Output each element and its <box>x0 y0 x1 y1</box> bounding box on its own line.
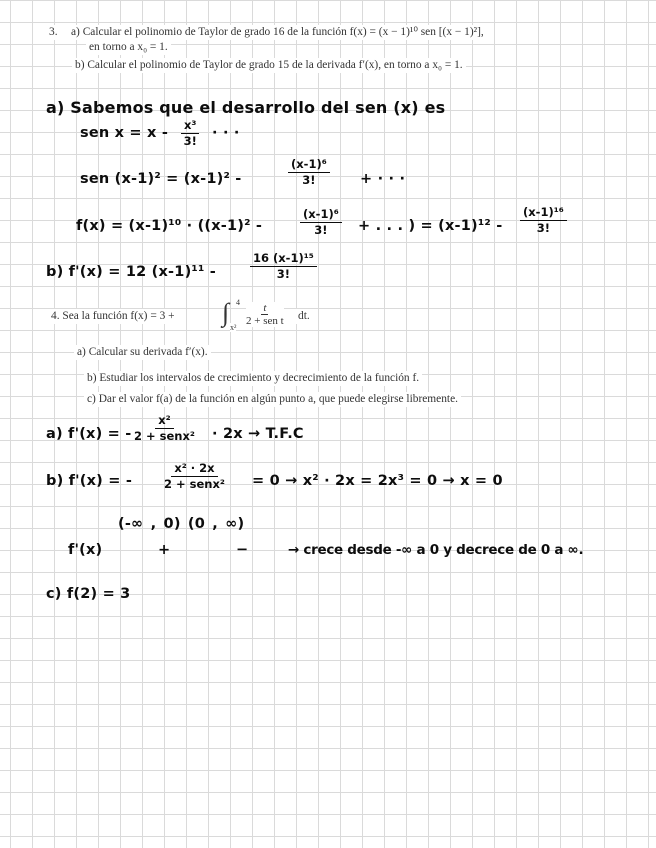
sol3-sen2-rest: + · · · <box>360 171 406 187</box>
sol4-b-fraction <box>164 462 225 491</box>
sol3-sen-lhs: sen x = x - <box>80 125 169 141</box>
sol3-sen-frac-den: 3! <box>183 134 197 148</box>
sol4-b-frac-den: 2 + senx² <box>164 477 225 491</box>
sol4-sign-label: f'(x) <box>68 542 103 558</box>
sol4-a-fraction <box>134 414 195 443</box>
sol3-f-fraction-1 <box>300 208 342 237</box>
sol3-sen-frac-num: x³ <box>181 119 199 134</box>
ex4-integrand-num: t <box>263 302 267 314</box>
sol3-f-lhs: f(x) = (x-1)¹⁰ · ((x-1)² - <box>76 218 263 234</box>
sol4-sign-minus: − <box>236 542 249 558</box>
sol3-f-frac1-num: (x-1)⁶ <box>300 208 342 223</box>
ex4-statement-suffix: dt. <box>298 310 310 322</box>
sol3-f-mid: + . . . ) = (x-1)¹² - <box>358 218 503 234</box>
sol3-sen2-frac-num: (x-1)⁶ <box>288 158 330 173</box>
sol3-sen-rest: · · · <box>212 125 240 141</box>
sol3-f-frac1-den: 3! <box>314 223 328 237</box>
sol3-sen-fraction <box>181 119 199 148</box>
sol4-b-lhs: b) f'(x) = - <box>46 473 133 489</box>
sol3-a-intro: a) Sabemos que el desarrollo del sen (x) es <box>46 98 446 117</box>
sol3-sen2-lhs: sen (x-1)² = (x-1)² - <box>80 171 242 187</box>
sol3-b-frac-num: 16 (x-1)¹⁵ <box>250 252 317 267</box>
ex4-part-c: c) Dar el valor f(a) de la función en algún punto a, que puede elegirse libremente. <box>84 392 461 407</box>
sol3-b-frac-den: 3! <box>276 267 291 281</box>
sol4-a-lhs: a) f'(x) = - <box>46 426 132 442</box>
sol4-a-frac-den: 2 + senx² <box>134 429 195 443</box>
ex3-part-a-line2: en torno a x₀ = 1. <box>86 40 171 55</box>
ex4-part-a: a) Calcular su derivada f′(x). <box>74 345 211 360</box>
ex4-upper-limit: 4 <box>236 298 240 307</box>
sol3-b-fraction <box>250 252 317 281</box>
ex4-part-b: b) Estudiar los intervalos de crecimiento y decrecimiento de la función f. <box>84 371 422 386</box>
ex3-number: 3. <box>46 25 61 40</box>
ex4-integrand <box>246 302 284 327</box>
sol4-b-rest: = 0 → x² · 2x = 2x³ = 0 → x = 0 <box>252 473 503 489</box>
sol3-b-lhs: b) f'(x) = 12 (x-1)¹¹ - <box>46 264 216 280</box>
sol4-conclusion: → crece desde -∞ a 0 y decrece de 0 a ∞. <box>288 542 584 558</box>
sol3-sen2-frac-den: 3! <box>302 173 316 187</box>
ex3-part-b: b) Calcular el polinomio de Taylor de grado 15 de la derivada f′(x), en torno a x₀ = 1. <box>72 58 466 73</box>
sol4-b-frac-num: x² · 2x <box>171 462 217 477</box>
ex4-integral-sign: ∫ <box>222 298 230 327</box>
sol3-f-frac2-den: 3! <box>536 221 551 235</box>
ex4-integrand-den: 2 + sen t <box>246 315 284 327</box>
sol3-f-frac2-num: (x-1)¹⁶ <box>520 206 567 221</box>
sol3-sen2-fraction <box>288 158 330 187</box>
sol4-a-rest: · 2x → T.F.C <box>212 426 304 442</box>
ex3-part-a-line1: a) Calcular el polinomio de Taylor de grado 16 de la función f(x) = (x − 1)¹⁰ sen [(x − 1)²], <box>68 25 487 40</box>
sol3-f-fraction-2 <box>520 206 567 235</box>
ex4-statement-prefix: 4. Sea la función f(x) = 3 + <box>48 309 178 324</box>
sol4-c-line: c) f(2) = 3 <box>46 586 131 602</box>
sol4-intervals: (-∞ , 0) (0 , ∞) <box>118 516 245 532</box>
ex4-lower-limit: x² <box>230 323 237 332</box>
sol4-a-frac-num: x² <box>155 414 173 429</box>
sol4-sign-plus: + <box>158 542 171 558</box>
